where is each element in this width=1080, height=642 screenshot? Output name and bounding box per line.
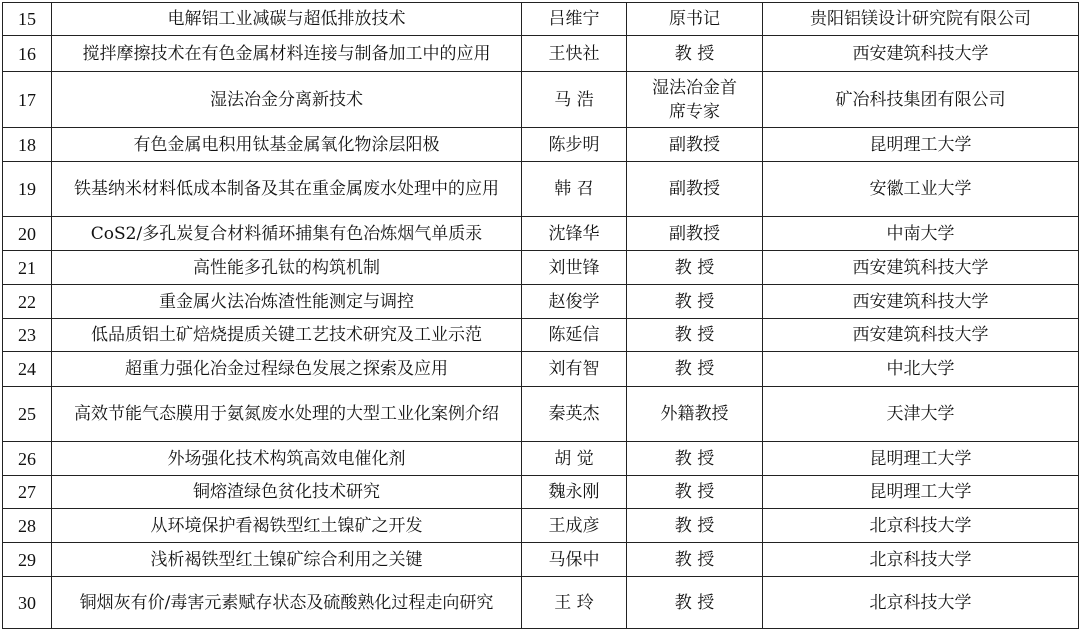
speaker-title: 湿法冶金首席专家 [627, 72, 763, 128]
row-number: 28 [3, 509, 52, 543]
report-topic: 从环境保护看褐铁型红土镍矿之开发 [52, 509, 522, 543]
row-number: 24 [3, 352, 52, 387]
report-topic: 铁基纳米材料低成本制备及其在重金属废水处理中的应用 [52, 162, 522, 217]
table-row [3, 476, 1079, 509]
speaker-title: 教 授 [627, 509, 763, 543]
speaker-name: 魏永刚 [522, 476, 627, 509]
row-number: 27 [3, 476, 52, 509]
speaker-title: 教 授 [627, 543, 763, 577]
speaker-name: 胡 觉 [522, 442, 627, 476]
speaker-title: 教 授 [627, 577, 763, 629]
table-row [3, 3, 1079, 36]
row-number: 20 [3, 217, 52, 251]
speaker-organization: 北京科技大学 [763, 509, 1079, 543]
table-row [3, 72, 1079, 128]
row-number: 29 [3, 543, 52, 577]
table-row [3, 442, 1079, 476]
table-row [3, 251, 1079, 285]
table-row [3, 577, 1079, 629]
speaker-title: 教 授 [627, 251, 763, 285]
speaker-name: 王成彦 [522, 509, 627, 543]
report-topic: 重金属火法冶炼渣性能测定与调控 [52, 285, 522, 319]
speaker-organization: 西安建筑科技大学 [763, 36, 1079, 72]
table-row [3, 162, 1079, 217]
table-row [3, 543, 1079, 577]
table-row [3, 128, 1079, 162]
table-row [3, 217, 1079, 251]
speaker-name: 王快社 [522, 36, 627, 72]
speaker-name: 马保中 [522, 543, 627, 577]
report-topic: 浅析褐铁型红土镍矿综合利用之关键 [52, 543, 522, 577]
speaker-name: 陈延信 [522, 319, 627, 352]
speaker-title: 副教授 [627, 128, 763, 162]
speaker-name: 吕维宁 [522, 3, 627, 36]
row-number: 25 [3, 387, 52, 442]
report-topic: 铜烟灰有价/毒害元素赋存状态及硫酸熟化过程走向研究 [52, 577, 522, 629]
row-number: 22 [3, 285, 52, 319]
row-number: 26 [3, 442, 52, 476]
speaker-organization: 北京科技大学 [763, 577, 1079, 629]
speaker-organization: 矿冶科技集团有限公司 [763, 72, 1079, 128]
row-number: 21 [3, 251, 52, 285]
speaker-name: 赵俊学 [522, 285, 627, 319]
speaker-name: 王 玲 [522, 577, 627, 629]
report-schedule-table [2, 2, 1079, 629]
report-topic: 有色金属电积用钛基金属氧化物涂层阳极 [52, 128, 522, 162]
row-number: 23 [3, 319, 52, 352]
speaker-organization: 昆明理工大学 [763, 442, 1079, 476]
report-topic: 高性能多孔钛的构筑机制 [52, 251, 522, 285]
table-row [3, 319, 1079, 352]
report-topic: CoS2/多孔炭复合材料循环捕集有色冶炼烟气单质汞 [52, 217, 522, 251]
speaker-name: 马 浩 [522, 72, 627, 128]
row-number: 16 [3, 36, 52, 72]
speaker-organization: 安徽工业大学 [763, 162, 1079, 217]
speaker-organization: 中南大学 [763, 217, 1079, 251]
speaker-title: 教 授 [627, 319, 763, 352]
row-number: 30 [3, 577, 52, 629]
speaker-name: 刘有智 [522, 352, 627, 387]
row-number: 17 [3, 72, 52, 128]
table-row [3, 509, 1079, 543]
report-topic: 电解铝工业减碳与超低排放技术 [52, 3, 522, 36]
speaker-organization: 西安建筑科技大学 [763, 251, 1079, 285]
speaker-name: 沈锋华 [522, 217, 627, 251]
table-row [3, 387, 1079, 442]
speaker-title: 外籍教授 [627, 387, 763, 442]
report-topic: 低品质铝土矿焙烧提质关键工艺技术研究及工业示范 [52, 319, 522, 352]
report-topic: 高效节能气态膜用于氨氮废水处理的大型工业化案例介绍 [52, 387, 522, 442]
row-number: 18 [3, 128, 52, 162]
speaker-organization: 昆明理工大学 [763, 476, 1079, 509]
speaker-name: 刘世锋 [522, 251, 627, 285]
report-topic: 铜熔渣绿色贫化技术研究 [52, 476, 522, 509]
speaker-organization: 贵阳铝镁设计研究院有限公司 [763, 3, 1079, 36]
speaker-title: 副教授 [627, 217, 763, 251]
speaker-title: 教 授 [627, 476, 763, 509]
speaker-title: 教 授 [627, 352, 763, 387]
speaker-title: 原书记 [627, 3, 763, 36]
speaker-title: 教 授 [627, 442, 763, 476]
speaker-name: 陈步明 [522, 128, 627, 162]
report-topic: 搅拌摩擦技术在有色金属材料连接与制备加工中的应用 [52, 36, 522, 72]
speaker-organization: 昆明理工大学 [763, 128, 1079, 162]
table-row [3, 285, 1079, 319]
speaker-organization: 西安建筑科技大学 [763, 285, 1079, 319]
speaker-title: 副教授 [627, 162, 763, 217]
report-topic: 湿法冶金分离新技术 [52, 72, 522, 128]
speaker-organization: 中北大学 [763, 352, 1079, 387]
row-number: 19 [3, 162, 52, 217]
speaker-title: 教 授 [627, 285, 763, 319]
table-row [3, 352, 1079, 387]
speaker-organization: 北京科技大学 [763, 543, 1079, 577]
speaker-name: 韩 召 [522, 162, 627, 217]
speaker-organization: 西安建筑科技大学 [763, 319, 1079, 352]
report-topic: 超重力强化冶金过程绿色发展之探索及应用 [52, 352, 522, 387]
speaker-name: 秦英杰 [522, 387, 627, 442]
speaker-title: 教 授 [627, 36, 763, 72]
row-number: 15 [3, 3, 52, 36]
speaker-organization: 天津大学 [763, 387, 1079, 442]
table-row [3, 36, 1079, 72]
report-topic: 外场强化技术构筑高效电催化剂 [52, 442, 522, 476]
